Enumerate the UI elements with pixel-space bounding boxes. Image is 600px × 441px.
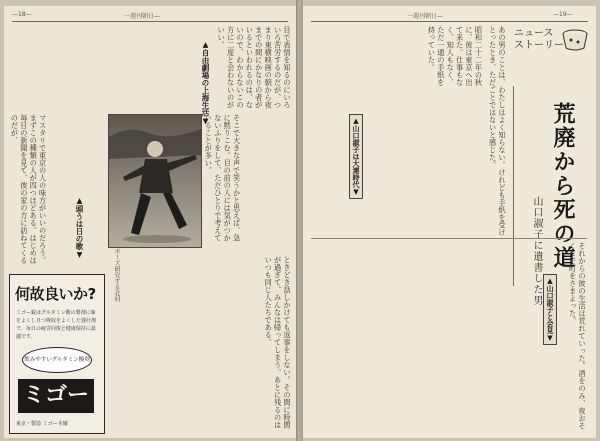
left-subhead-2: ▲頭うは日の歌▼	[75, 196, 84, 259]
article-column: マスタリで東京の人の味方がいいのだろう。まずこの種類の人が四つほどある。はじめは毎日の新聞を見て、彼の家の方に訪ねてくるのだが、	[10, 114, 48, 264]
ad-headline: 何故良いか?	[15, 285, 96, 303]
migo-advertisement	[9, 274, 105, 434]
book-gutter	[296, 0, 303, 441]
ad-footer: 東京・製造 ミゴー本舗	[16, 421, 68, 427]
actor-photo	[108, 114, 202, 248]
article-column: あの男のことは、わたしはよく知らない。けれども手紙を受けとったとき、ただごとではないと感じた。	[488, 26, 507, 236]
article-column: 目で表情を知るのにいろいろ苦労するのだが、つまり東横映画の朝から夜までの間にかなりの者がいるといわれるのは、ないので、わからないこの方に二度と会わないのがいい。	[217, 26, 292, 109]
article-column: ときどき話しかけても返事をしない。その間に時間が過ぎて、みんなは帰ってしまう。あとに残るのはいつも同じ人たちである。	[264, 256, 292, 429]
band-divider	[311, 238, 587, 239]
left-side-text	[204, 114, 292, 244]
right-header	[303, 10, 596, 20]
right-page-number: —19—	[553, 11, 573, 18]
article-title: 荒廃から死の道	[550, 102, 575, 270]
ad-body: ミゴー錠はグルタミン酸の製剤に味をよくし且つ吸収をよくした強壮剤で、毎日の疲労回復と健康保持に最適です。	[16, 310, 97, 340]
right-page	[303, 6, 596, 438]
right-subhead-1: ▲山口淑子は大連時代▼	[349, 114, 363, 199]
actor-photo-image	[109, 115, 201, 247]
right-subhead-2: ▲山口淑子と会見▼	[543, 274, 557, 345]
left-lower-text	[108, 256, 292, 434]
ad-logo: ミゴー	[18, 379, 94, 413]
left-page-number: —18—	[12, 11, 32, 18]
article-subtitle: 山口淑子に遺書した男	[531, 196, 542, 306]
news-corner-title: ニュース ストーリー	[514, 28, 564, 51]
right-top-text	[427, 26, 507, 86]
left-header	[4, 10, 296, 20]
left-header-rule	[12, 21, 288, 22]
article-column: そこで大きな声で笑うかと思えば、急に黙りこむ。目の前の人には気がつかないふりをして、ただひとりで考えていることが多い。	[204, 114, 242, 242]
left-middle-text	[10, 114, 104, 268]
article-column: それからの彼の生活は荒れていった。酒をのみ、夜おそくまで町をさまよった。	[568, 242, 587, 430]
news-story-corner	[510, 22, 592, 84]
left-running-head: 一週刊朝日—	[124, 13, 161, 20]
left-upper-text	[10, 26, 292, 110]
photo-caption: ポーズ研究する北村	[113, 248, 120, 302]
left-subhead-1: ▲自由劇場の上海生活▼	[201, 40, 210, 126]
right-running-head: 一週刊朝日—	[407, 13, 444, 20]
left-page	[4, 6, 296, 438]
article-column: 昭和二十二年の秋に、彼は東京へ出て来た。仕事もなく、知人もなく、ただ一通の手紙を持っていた。	[427, 26, 484, 86]
ad-bubble: 飲みやすいグルタミン酸剤	[22, 347, 92, 373]
cup-icon	[560, 28, 590, 52]
